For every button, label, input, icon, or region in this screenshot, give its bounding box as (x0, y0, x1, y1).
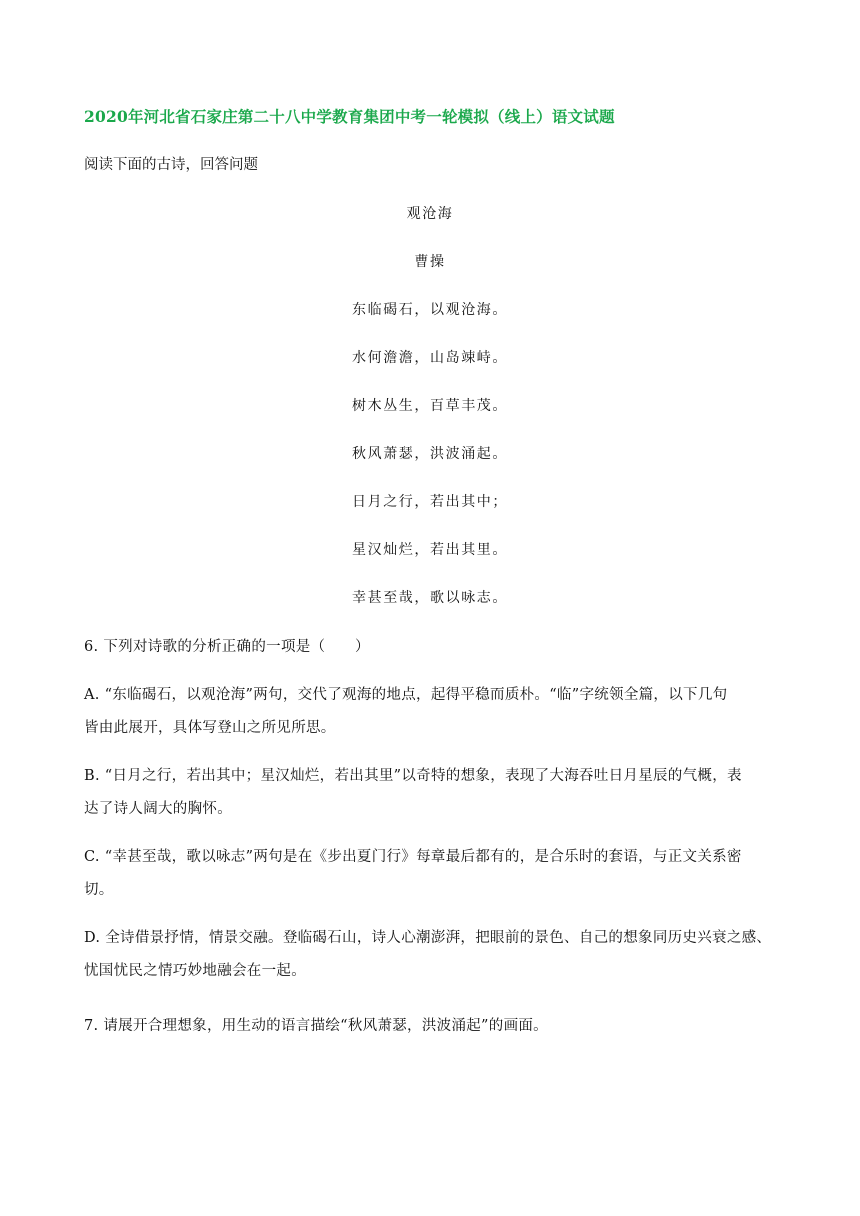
poem-title: 观沧海 (406, 206, 454, 222)
question-6-stem: 6. 下列对诗歌的分析正确的一项是（ ） (84, 639, 370, 655)
poem-author: 曹操 (414, 254, 446, 270)
poem-line: 日月之行，若出其中； (352, 494, 508, 510)
poem-line: 树木丛生，百草丰茂。 (352, 398, 508, 414)
poem-line: 水何澹澹，山岛竦峙。 (352, 350, 508, 366)
option-c-line-2: 切。 (84, 882, 114, 898)
option-a-line-2: 皆由此展开，具体写登山之所见所思。 (84, 720, 336, 736)
reading-instruction: 阅读下面的古诗，回答问题 (84, 157, 258, 173)
option-b-line-1: B. “日月之行，若出其中；星汉灿烂，若出其里”以奇特的想象，表现了大海吞吐日月星辰的气概，表 (84, 768, 742, 784)
question-7-stem: 7. 请展开合理想象，用生动的语言描绘“秋风萧瑟，洪波涌起”的画面。 (84, 1018, 548, 1034)
option-d-line-2: 忧国忧民之情巧妙地融会在一起。 (84, 963, 306, 979)
option-b-line-2: 达了诗人阔大的胸怀。 (84, 801, 232, 817)
poem-line: 东临碣石，以观沧海。 (352, 302, 508, 318)
poem-line: 秋风萧瑟，洪波涌起。 (352, 446, 508, 462)
option-c-line-1: C. “幸甚至哉，歌以咏志”两句是在《步出夏门行》每章最后都有的，是合乐时的套语，与正文关系密 (84, 849, 742, 865)
poem-line: 幸甚至哉，歌以咏志。 (352, 590, 508, 606)
option-a-line-1: A. “东临碣石，以观沧海”两句，交代了观海的地点，起得平稳而质朴。“临”字统领全篇，以下几句 (84, 687, 728, 703)
poem-line: 星汉灿烂，若出其里。 (352, 542, 508, 558)
option-d-line-1: D. 全诗借景抒情，情景交融。登临碣石山，诗人心潮澎湃，把眼前的景色、自己的想象同历史兴衰之感、 (84, 930, 772, 946)
document-title: 2020年河北省石家庄第二十八中学教育集团中考一轮模拟（线上）语文试题 (84, 107, 615, 126)
